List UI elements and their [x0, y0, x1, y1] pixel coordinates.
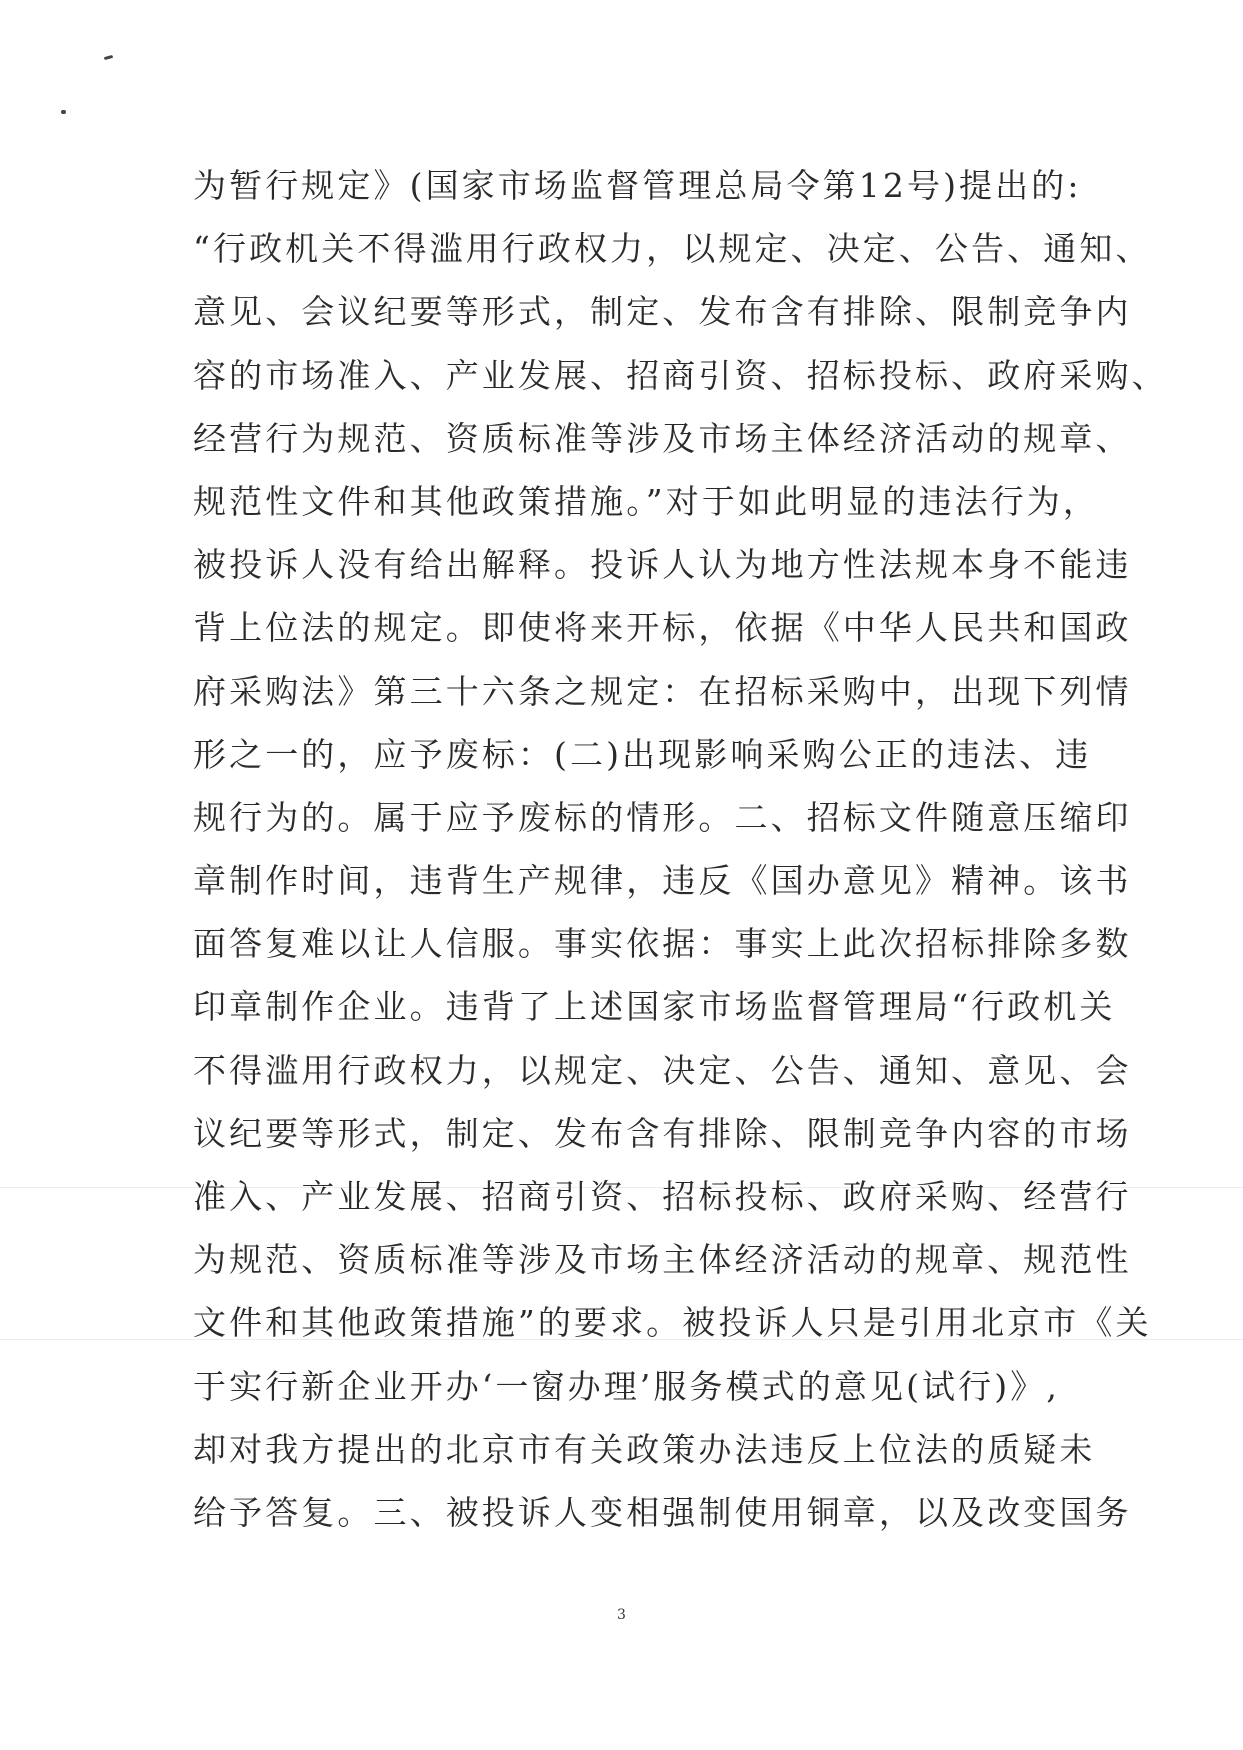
text-line: “行政机关不得滥用行政权力，以规定、决定、公告、通知、 [193, 229, 1152, 269]
text-line: 文件和其他政策措施”的要求。被投诉人只是引用北京市《关 [193, 1303, 1152, 1343]
text-line: 印章制作企业。违背了上述国家市场监督管理局“行政机关 [193, 987, 1116, 1027]
text-line: 却对我方提出的北京市有关政策办法违反上位法的质疑未 [193, 1429, 1096, 1469]
text-line: 规行为的。属于应予废标的情形。二、招标文件随意压缩印 [193, 797, 1132, 837]
text-line: 于实行新企业开办‘一窗办理’服务模式的意见(试行)》, [193, 1366, 1060, 1406]
body-text [193, 154, 1168, 1544]
text-line: 容的市场准入、产业发展、招商引资、招标投标、政府采购、 [193, 355, 1168, 395]
text-line: 议纪要等形式，制定、发布含有排除、限制竞争内容的市场 [193, 1113, 1132, 1153]
page-number: 3 [617, 1607, 626, 1623]
scan-speck [104, 55, 113, 60]
text-line: 为规范、资质标准等涉及市场主体经济活动的规章、规范性 [193, 1240, 1132, 1280]
text-line: 给予答复。三、被投诉人变相强制使用铜章，以及改变国务 [193, 1492, 1132, 1532]
text-line: 意见、会议纪要等形式，制定、发布含有排除、限制竞争内 [193, 292, 1132, 332]
text-line: 准入、产业发展、招商引资、招标投标、政府采购、经营行 [193, 1177, 1132, 1216]
text-line: 府采购法》第三十六条之规定：在招标采购中，出现下列情 [193, 671, 1132, 711]
text-line: 面答复难以让人信服。事实依据：事实上此次招标排除多数 [193, 924, 1132, 964]
text-line: 形之一的，应予废标：(二)出现影响采购公正的违法、违 [193, 734, 1092, 774]
text-line: 背上位法的规定。即使将来开标，依据《中华人民共和国政 [193, 608, 1132, 648]
text-line: 经营行为规范、资质标准等涉及市场主体经济活动的规章、 [193, 418, 1132, 458]
scan-speck [61, 110, 66, 114]
text-line: 不得滥用行政权力，以规定、决定、公告、通知、意见、会 [193, 1050, 1132, 1090]
text-line: 章制作时间，违背生产规律，违反《国办意见》精神。该书 [193, 861, 1132, 901]
text-line: 规范性文件和其他政策措施。”对于如此明显的违法行为， [193, 481, 1099, 521]
text-line: 为暂行规定》(国家市场监督管理总局令第12号)提出的: [193, 166, 1082, 205]
text-line: 被投诉人没有给出解释。投诉人认为地方性法规本身不能违 [193, 545, 1132, 585]
